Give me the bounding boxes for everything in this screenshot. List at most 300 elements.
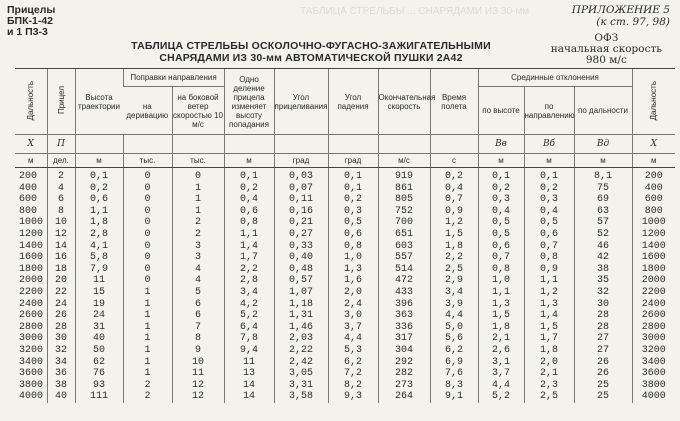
page-title [102, 40, 520, 64]
cell: 2,5 [444, 263, 463, 275]
cell: 800 [19, 205, 38, 217]
cell: 6 [194, 310, 201, 322]
column-trajectory-height [75, 168, 123, 403]
cell: 1 [144, 333, 151, 345]
cell: 11 [191, 368, 204, 380]
cell: 0,1 [239, 171, 258, 182]
cell: 32 [54, 344, 67, 356]
cell: 4,4 [491, 379, 510, 391]
cell: 31 [92, 321, 105, 333]
unit-range: м [15, 154, 47, 168]
cell: 40 [92, 333, 105, 345]
cell: 1 [144, 321, 151, 333]
column-final-speed [378, 168, 430, 403]
cell: 111 [89, 391, 108, 403]
cell: 0,6 [539, 228, 558, 240]
cell: 5,2 [491, 391, 510, 403]
column-flight-time [430, 168, 478, 403]
header-range-right: Дальность [632, 69, 675, 135]
unit-flight-time: с [430, 154, 478, 168]
cell: 0,16 [288, 205, 313, 217]
cell: 1,0 [491, 275, 510, 287]
cell: 2,5 [539, 391, 558, 403]
cell: 0,6 [491, 240, 510, 252]
cell: 0,8 [539, 252, 558, 264]
cell: 0,2 [539, 182, 558, 194]
cell: 5 [194, 286, 201, 298]
cell: 9,3 [343, 391, 362, 403]
unit-row [15, 154, 675, 168]
cell: 3,58 [288, 391, 313, 403]
header-one-division: Одно деление прицела изменяет высоту попадания [224, 69, 274, 135]
header-sight: Прицел [47, 69, 75, 135]
cell: 651 [394, 228, 413, 240]
cell: 0,3 [343, 205, 362, 217]
cell: 2000 [19, 275, 44, 287]
unit-derivation: тыс. [123, 154, 172, 168]
cell: 2,9 [444, 275, 463, 287]
cell: 28 [597, 321, 610, 333]
cell: 1,3 [491, 298, 510, 310]
cell: 1,18 [288, 298, 313, 310]
cell: 1400 [641, 240, 666, 252]
cell: 1 [144, 344, 151, 356]
cell: 1800 [19, 263, 44, 275]
cell: 1,1 [491, 286, 510, 298]
cell: 1 [144, 298, 151, 310]
column-dev-direction [524, 168, 574, 403]
cell: 1000 [19, 217, 44, 229]
cell: 75 [597, 182, 610, 194]
cell: 28 [54, 321, 67, 333]
cell: 10 [54, 217, 67, 229]
cell: 0,4 [239, 194, 258, 206]
cell: 1,07 [288, 286, 313, 298]
cell: 5,2 [239, 310, 258, 322]
cell: 3,7 [343, 321, 362, 333]
cell: 25 [597, 391, 610, 403]
header-flight-time: Время полета [430, 69, 478, 135]
cell: 3800 [641, 379, 666, 391]
cell: 38 [597, 263, 610, 275]
cell: 3000 [19, 333, 44, 345]
appendix-ref: (к ст. 97, 98) [596, 16, 670, 28]
cell: 3200 [19, 344, 44, 356]
cell: 1200 [19, 228, 44, 240]
cell: 2800 [641, 321, 666, 333]
cell: 5,8 [89, 252, 108, 264]
cell: 1,1 [239, 228, 258, 240]
cell: 1,7 [539, 333, 558, 345]
cell: 1,5 [491, 310, 510, 322]
cell: 24 [54, 298, 67, 310]
cell: 700 [394, 217, 413, 229]
cell: 4000 [641, 391, 666, 403]
cell: 1,8 [444, 240, 463, 252]
cell: 2,8 [89, 228, 108, 240]
cell: 1 [194, 182, 201, 194]
cell: 0,1 [89, 171, 108, 182]
cell: 3,9 [444, 298, 463, 310]
cell: 4,2 [239, 298, 258, 310]
cell: 1,6 [343, 275, 362, 287]
bleed-through-text: ТАБЛИЦА СТРЕЛЬБЫ ... СНАРЯДАМИ ИЗ 30-мм [300, 6, 530, 17]
cell: 10 [191, 356, 204, 368]
cell: 6,2 [343, 356, 362, 368]
cell: 3000 [641, 333, 666, 345]
cell: 20 [54, 275, 67, 287]
cell: 2,03 [288, 333, 313, 345]
cell: 63 [597, 205, 610, 217]
cell: 4 [194, 275, 201, 287]
header-deviations: Срединные отклонения [478, 69, 632, 87]
cell: 363 [394, 310, 413, 322]
cell: 0 [144, 182, 151, 194]
sights-line: Прицелы [7, 4, 56, 16]
cell: 0,2 [239, 182, 258, 194]
cell: 0,2 [343, 194, 362, 206]
cell: 805 [394, 194, 413, 206]
cell: 7 [194, 321, 201, 333]
cell: 0,6 [343, 228, 362, 240]
cell: 1,8 [539, 344, 558, 356]
cell: 8,3 [444, 379, 463, 391]
symbol-derivation [123, 135, 172, 154]
unit-final-speed: м/с [378, 154, 430, 168]
cell: 0,11 [288, 194, 313, 206]
cell: 2 [194, 228, 201, 240]
cell: 0,8 [491, 263, 510, 275]
cell: 36 [54, 368, 67, 380]
cell: 0 [144, 205, 151, 217]
cell: 7,6 [444, 368, 463, 380]
cell: 69 [597, 194, 610, 206]
header-dev-range: по дальности [574, 87, 632, 135]
symbol-one-division [224, 135, 274, 154]
cell: 3,7 [491, 368, 510, 380]
cell: 2600 [641, 310, 666, 322]
symbol-final-speed [378, 135, 430, 154]
cell: 0,9 [539, 263, 558, 275]
cell: 752 [394, 205, 413, 217]
cell: 0 [144, 263, 151, 275]
cell: 0 [144, 240, 151, 252]
cell: 3,0 [343, 310, 362, 322]
symbol-trajectory-height [75, 135, 123, 154]
unit-fall-angle: град [328, 154, 378, 168]
cell: 15 [92, 286, 105, 298]
cell: 3400 [641, 356, 666, 368]
cell: 26 [597, 356, 610, 368]
cell: 38 [54, 379, 67, 391]
cell: 9,4 [239, 344, 258, 356]
cell: 1,4 [239, 240, 258, 252]
cell: 8 [57, 205, 64, 217]
appendix-title: ПРИЛОЖЕНИЕ 5 [571, 4, 670, 16]
cell: 18 [54, 263, 67, 275]
cell: 273 [394, 379, 413, 391]
cell: 1 [144, 356, 151, 368]
cell: 2600 [19, 310, 44, 322]
cell: 1400 [19, 240, 44, 252]
cell: 2,8 [239, 275, 258, 287]
cell: 14 [242, 379, 255, 391]
cell: 6,4 [239, 321, 258, 333]
cell: 1800 [641, 263, 666, 275]
cell: 1,2 [539, 286, 558, 298]
column-dev-range [574, 168, 632, 403]
cell: 2 [194, 217, 201, 229]
header-wind: на боковой ветер скоростью 10 м/с [172, 87, 224, 135]
cell: 2,1 [491, 333, 510, 345]
cell: 0 [144, 252, 151, 264]
cell: 3 [194, 252, 201, 264]
cell: 4,4 [343, 333, 362, 345]
velocity-value: 980 м/с [585, 54, 627, 66]
cell: 800 [644, 205, 663, 217]
title-line: СНАРЯДАМИ ИЗ 30-мм АВТОМАТИЧЕСКОЙ ПУШКИ 2А42 [159, 52, 463, 64]
cell: 12 [54, 228, 67, 240]
cell: 0,3 [539, 194, 558, 206]
cell: 0 [144, 217, 151, 229]
cell: 4,1 [89, 240, 108, 252]
cell: 4 [194, 263, 201, 275]
cell: 22 [54, 286, 67, 298]
cell: 4000 [19, 391, 44, 403]
cell: 282 [394, 368, 413, 380]
cell: 57 [597, 217, 610, 229]
header-fall-angle: Угол падения [328, 69, 378, 135]
header-dev-height: по высоте [478, 87, 524, 135]
cell: 7,8 [239, 333, 258, 345]
cell: 9,1 [444, 391, 463, 403]
cell: 7,2 [343, 368, 362, 380]
header-dev-direction: по направлению [524, 87, 574, 135]
header-derivation: на деривацию [123, 87, 172, 135]
header-range: Дальность [15, 69, 47, 135]
cell: 600 [19, 194, 38, 206]
sights-line: БПК-1-42 [7, 15, 54, 27]
appendix-block [572, 4, 670, 28]
cell: 1,3 [539, 298, 558, 310]
cell: 19 [92, 298, 105, 310]
symbol-fall-angle [328, 135, 378, 154]
cell: 5,3 [343, 344, 362, 356]
symbol-flight-time [430, 135, 478, 154]
unit-dev-height: м [478, 154, 524, 168]
cell: 304 [394, 344, 413, 356]
unit-trajectory-height: м [75, 154, 123, 168]
cell: 50 [92, 344, 105, 356]
cell: 0,57 [288, 275, 313, 287]
cell: 34 [54, 356, 67, 368]
cell: 0,3 [491, 194, 510, 206]
cell: 1600 [641, 252, 666, 264]
cell: 52 [597, 228, 610, 240]
cell: 0,7 [444, 194, 463, 206]
cell: 0,33 [288, 240, 313, 252]
cell: 1,1 [89, 205, 108, 217]
cell: 1,8 [491, 321, 510, 333]
cell: 0,5 [491, 228, 510, 240]
cell: 2,3 [539, 379, 558, 391]
cell: 76 [92, 368, 105, 380]
cell: 200 [19, 171, 38, 182]
column-fall-angle [328, 168, 378, 403]
cell: 0,1 [343, 171, 362, 182]
unit-one-division: м [224, 154, 274, 168]
cell: 3,05 [288, 368, 313, 380]
cell: 1 [144, 286, 151, 298]
unit-sight: дел. [47, 154, 75, 168]
cell: 1,3 [343, 263, 362, 275]
column-sight [47, 168, 75, 403]
cell: 30 [54, 333, 67, 345]
cell: 0,8 [343, 240, 362, 252]
cell: 26 [597, 368, 610, 380]
symbol-row [15, 135, 675, 154]
cell: 24 [92, 310, 105, 322]
cell: 8,1 [594, 171, 613, 182]
cell: 0,1 [343, 182, 362, 194]
cell: 0,03 [288, 171, 313, 182]
cell: 0 [194, 171, 201, 182]
column-dev-height [478, 168, 524, 403]
symbol-wind [172, 135, 224, 154]
column-one-division [224, 168, 274, 403]
cell: 396 [394, 298, 413, 310]
cell: 6,9 [444, 356, 463, 368]
cell: 0,48 [288, 263, 313, 275]
cell: 861 [394, 182, 413, 194]
cell: 13 [242, 368, 255, 380]
cell: 11 [242, 356, 255, 368]
cell: 292 [394, 356, 413, 368]
cell: 1,7 [239, 252, 258, 264]
cell: 3600 [19, 368, 44, 380]
velocity-label: начальная скорость [550, 43, 662, 55]
shell-type: ОФЗ [594, 32, 619, 44]
cell: 1,8 [89, 217, 108, 229]
sights-label [7, 5, 55, 38]
cell: 8 [194, 333, 201, 345]
cell: 2200 [19, 286, 44, 298]
data-row [15, 168, 675, 403]
cell: 0,1 [491, 171, 510, 182]
unit-dev-range: м [574, 154, 632, 168]
cell: 2000 [641, 275, 666, 287]
title-line: ТАБЛИЦА СТРЕЛЬБЫ ОСКОЛОЧНО-ФУГАСНО-ЗАЖИГАТЕЛЬНЫМИ [131, 40, 491, 52]
cell: 0,8 [239, 217, 258, 229]
cell: 32 [597, 286, 610, 298]
cell: 27 [597, 344, 610, 356]
cell: 2,0 [539, 356, 558, 368]
symbol-range: X [15, 135, 47, 154]
cell: 0,2 [444, 171, 463, 182]
cell: 4 [57, 182, 64, 194]
cell: 3,4 [444, 286, 463, 298]
cell: 0,40 [288, 252, 313, 264]
cell: 600 [644, 194, 663, 206]
cell: 1 [144, 310, 151, 322]
cell: 2200 [641, 286, 666, 298]
cell: 4,4 [444, 310, 463, 322]
column-range [15, 168, 47, 403]
cell: 12 [191, 379, 204, 391]
cell: 2,1 [539, 368, 558, 380]
cell: 400 [19, 182, 38, 194]
cell: 35 [597, 275, 610, 287]
column-elevation-angle [274, 168, 328, 403]
unit-wind: тыс. [172, 154, 224, 168]
cell: 11 [92, 275, 105, 287]
sights-line: и 1 П3-3 [7, 26, 48, 38]
cell: 0,21 [288, 217, 313, 229]
cell: 1,2 [444, 217, 463, 229]
cell: 603 [394, 240, 413, 252]
cell: 2,6 [491, 344, 510, 356]
cell: 336 [394, 321, 413, 333]
header-elevation-angle: Угол прицеливания [274, 69, 328, 135]
cell: 3600 [641, 368, 666, 380]
cell: 6 [57, 194, 64, 206]
cell: 7,9 [89, 263, 108, 275]
cell: 1000 [641, 217, 666, 229]
cell: 0,2 [89, 182, 108, 194]
cell: 2,42 [288, 356, 313, 368]
symbol-dev-direction: Вб [524, 135, 574, 154]
cell: 514 [394, 263, 413, 275]
cell: 0,07 [288, 182, 313, 194]
cell: 0,4 [539, 205, 558, 217]
cell: 1,46 [288, 321, 313, 333]
cell: 3200 [641, 344, 666, 356]
cell: 6 [194, 298, 201, 310]
cell: 1600 [19, 252, 44, 264]
symbol-range-right: X [632, 135, 675, 154]
cell: 2 [57, 171, 64, 182]
cell: 40 [54, 391, 67, 403]
cell: 2400 [641, 298, 666, 310]
cell: 0,27 [288, 228, 313, 240]
cell: 5,0 [444, 321, 463, 333]
cell: 16 [54, 252, 67, 264]
column-derivation [123, 168, 172, 403]
cell: 264 [394, 391, 413, 403]
cell: 0,7 [491, 252, 510, 264]
cell: 62 [92, 356, 105, 368]
cell: 3 [194, 240, 201, 252]
cell: 0 [144, 275, 151, 287]
cell: 317 [394, 333, 413, 345]
cell: 2400 [19, 298, 44, 310]
cell: 3800 [19, 379, 44, 391]
cell: 472 [394, 275, 413, 287]
symbol-sight: П [47, 135, 75, 154]
symbol-elevation-angle [274, 135, 328, 154]
shell-info [551, 33, 662, 66]
cell: 8,2 [343, 379, 362, 391]
symbol-dev-range: Вд [574, 135, 632, 154]
cell: 1 [194, 194, 201, 206]
cell: 14 [242, 391, 255, 403]
cell: 0,1 [539, 171, 558, 182]
cell: 27 [597, 333, 610, 345]
column-wind [172, 168, 224, 403]
cell: 2800 [19, 321, 44, 333]
cell: 14 [54, 240, 67, 252]
cell: 25 [597, 379, 610, 391]
